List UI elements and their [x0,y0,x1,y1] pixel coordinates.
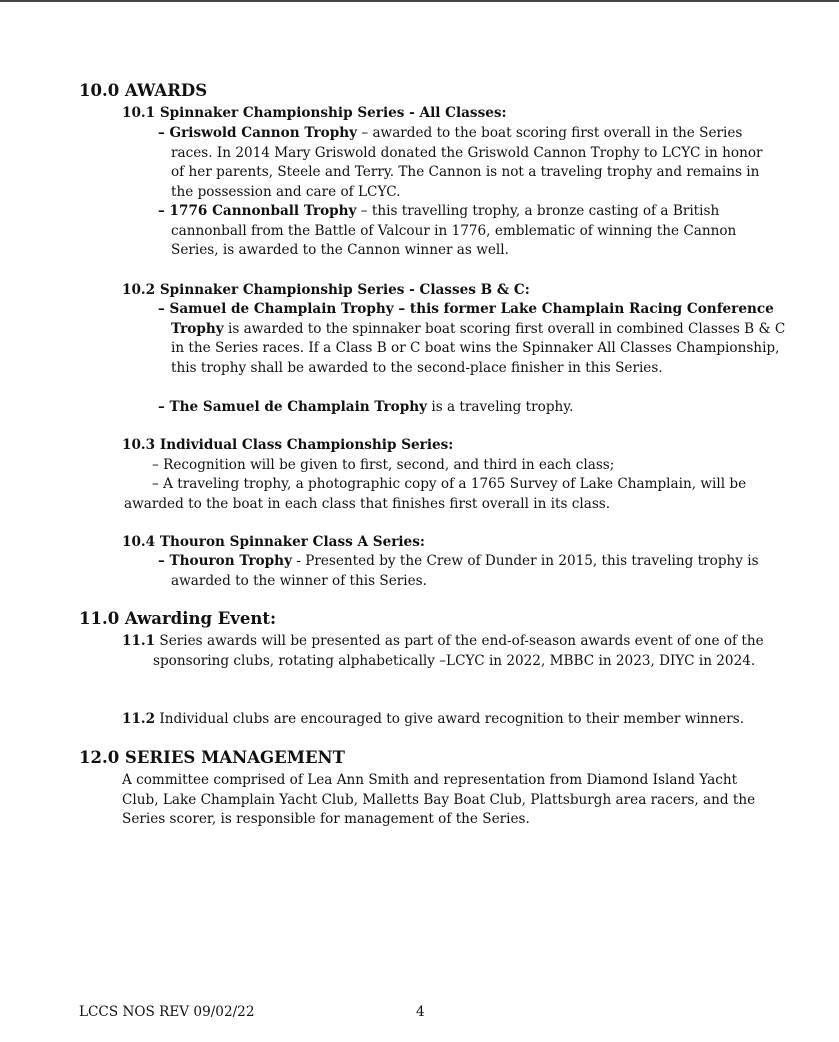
section-heading-series-management: 12.0 SERIES MANAGEMENT [79,748,345,767]
section-heading-awards: 10.0 AWARDS [79,81,208,100]
subsection-heading-10-3: 10.3 Individual Class Championship Series: [122,437,454,453]
item-title: – 1776 Cannonball Trophy [158,203,357,219]
item-text: – this travelling trophy, a bronze casting of a British cannonball from the Battle of Valcour in 1776, emblematic of winning the Cannon Series, is awarded to the Cannon winner as well. [171,203,737,259]
footer-page-number: 4 [416,1004,425,1020]
item-1776-cannonball-trophy [158,202,777,261]
item-text: – awarded to the boat scoring first overall in the Series races. In 2014 Mary Griswold donated the Griswold Cannon Trophy to LCYC in honor of her parents, Steele and Terry. The Cannon is not a traveling trophy and remains in the possession and care of LCYC. [171,125,763,200]
paragraph-text: Series awards will be presented as part of the end-of-season awards event of one of the sponsoring clubs, rotating alphabetically –LCYC in 2022, MBBC in 2023, DIYC in 2024. [153,633,764,669]
series-management-body: A committee comprised of Lea Ann Smith and representation from Diamond Island Yacht Club, Lake Champlain Yacht Club, Malletts Bay Boat Club, Plattsburgh area racers, and the Series scorer, is responsible for management of the Series. [122,772,756,828]
item-griswold-cannon-trophy [158,124,777,202]
paragraph-11-1 [122,632,789,671]
subsection-heading-10-1: 10.1 Spinnaker Championship Series - All Classes: [122,105,507,121]
subsection-heading-10-2: 10.2 Spinnaker Championship Series - Classes B & C: [122,282,530,298]
paragraph-text: Individual clubs are encouraged to give award recognition to their member winners. [155,711,745,727]
item-title: – Griswold Cannon Trophy [158,125,358,141]
section-heading-awarding-event: 11.0 Awarding Event: [79,609,277,628]
item-title: – Thouron Trophy [158,553,292,569]
paragraph-number: 11.2 [122,711,156,727]
line-recognition: – Recognition will be given to first, second, and third in each class; [152,457,615,473]
subsection-heading-10-4: 10.4 Thouron Spinnaker Class A Series: [122,534,425,550]
item-samuel-de-champlain-traveling [158,398,787,418]
item-title: – Samuel de Champlain Trophy – this former Lake Champlain Racing Conference Trophy [158,301,774,337]
item-text: is awarded to the spinnaker boat scoring first overall in combined Classes B & C in the Series races. If a Class B or C boat wins the Spinnaker All Classes Championship, this trophy shall be awarded to the second-place finisher in this Series. [171,320,786,376]
item-text: is a traveling trophy. [427,399,574,415]
paragraph-number: 11.1 [122,633,156,649]
footer-document-id: LCCS NOS REV 09/02/22 [79,1004,255,1020]
paragraph-11-2 [122,710,802,730]
item-title: – The Samuel de Champlain Trophy [158,399,428,415]
item-text: - Presented by the Crew of Dunder in 2015, this traveling trophy is awarded to the winner of this Series. [171,553,759,589]
item-thouron-trophy [158,552,777,591]
line-traveling-trophy-survey: – A traveling trophy, a photographic copy of a 1765 Survey of Lake Champlain, will be awarded to the boat in each class that finishes first overall in its class. [124,476,747,512]
item-samuel-de-champlain-trophy [158,300,787,378]
